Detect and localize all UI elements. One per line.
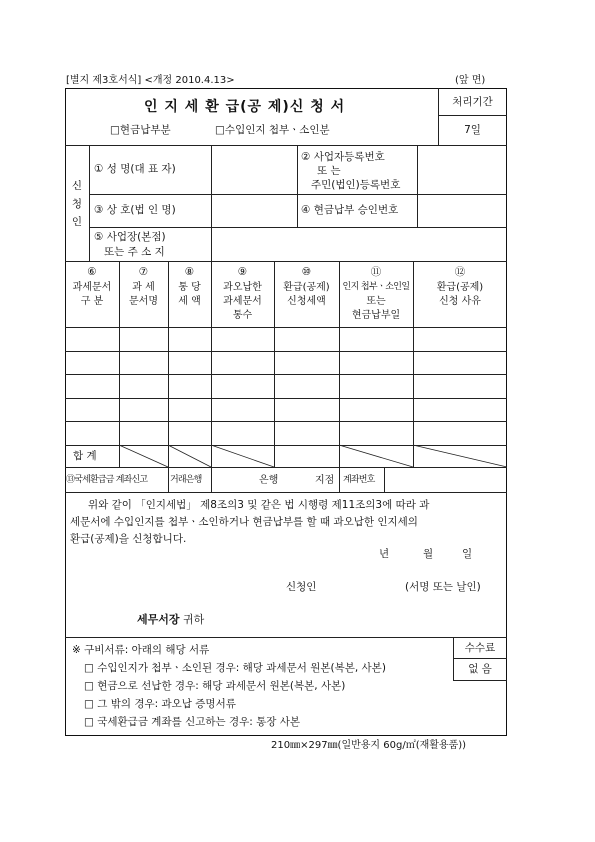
required-doc-item[interactable]: □ 현금으로 선납한 경우: 해당 과세문서 원본(복본, 사본) <box>84 680 346 692</box>
date-month-label: 월 <box>423 548 434 560</box>
required-doc-item[interactable]: □ 국세환급금 계좌를 신고하는 경우: 통장 사본 <box>84 716 301 728</box>
address-label: ⑤ 사업장(본점) <box>94 231 166 243</box>
business-number-label-or: 또 는 <box>317 165 341 177</box>
col-date-label-3: 현금납부일 <box>351 310 401 321</box>
addressee <box>137 613 204 626</box>
page-side-label: (앞 면) <box>455 75 486 86</box>
bank-field[interactable] <box>212 468 256 491</box>
statement-line-2: 세문서에 수입인지를 첩부ㆍ소인하거나 현금납부를 할 때 과오납한 인지세의 <box>70 516 418 528</box>
col-overpaid-count-label: 과오납한 <box>223 282 262 293</box>
resident-number-label: 주민(법인)등록번호 <box>311 179 401 191</box>
processing-period-value: 7일 <box>464 124 481 136</box>
col-date-label-2: 또는 <box>366 296 386 307</box>
bank-account-label: ⑬국세환급금 계좌신고 <box>66 475 148 485</box>
option-cash[interactable]: □현금납부분 <box>110 124 171 136</box>
col-refund-amount-num: ⑩ <box>301 266 312 278</box>
applicant-side-label-2: 청 <box>71 198 83 210</box>
col-doc-type-num: ⑥ <box>87 266 97 278</box>
col-doc-name-label: 과 세 <box>132 282 155 293</box>
col-overpaid-count-label-2: 과세문서 <box>223 296 262 307</box>
account-number-field[interactable] <box>385 468 506 491</box>
fee-label: 수수료 <box>464 642 496 654</box>
name-label: ① 성 명(대 표 자) <box>94 163 176 175</box>
addressee-suffix: 귀하 <box>179 613 205 626</box>
applicant-signature-label: 신청인 <box>286 581 317 593</box>
col-date-label: 인지 첩부ㆍ소인일 <box>342 282 410 292</box>
col-doc-type-label: 과세문서 <box>72 282 112 293</box>
fee-value: 없 음 <box>468 663 492 675</box>
col-reason-num: ⑫ <box>454 266 466 278</box>
date-year-label: 년 <box>379 548 390 560</box>
account-number-label: 계좌번호 <box>343 475 375 485</box>
bank-name-label: 거래은행 <box>170 475 202 485</box>
col-tax-per-doc-label: 통 당 <box>178 282 201 293</box>
required-doc-item[interactable]: □ 수입인지가 첩부ㆍ소인된 경우: 해당 과세문서 원본(복본, 사본) <box>84 662 386 674</box>
col-date-num: ⑪ <box>370 266 382 278</box>
date-day-label: 일 <box>462 548 473 560</box>
form-number: [별지 제3호서식] <개정 2010.4.13> <box>66 75 235 86</box>
signature-note: (서명 또는 날인) <box>405 581 481 593</box>
col-overpaid-count-num: ⑨ <box>237 266 248 278</box>
applicant-side-label-3: 인 <box>71 216 83 228</box>
col-doc-type-label-2: 구 분 <box>80 296 104 307</box>
processing-period-label: 처리기간 <box>452 96 493 108</box>
bank-label: 은행 <box>259 475 279 486</box>
business-number-label: ② 사업자등록번호 <box>301 151 385 163</box>
option-stamp[interactable]: □수입인지 첩부ㆍ소인분 <box>215 124 330 136</box>
col-tax-per-doc-label-2: 세 액 <box>178 296 201 307</box>
total-label: 합 계 <box>73 450 97 462</box>
approval-number-label: ④ 현금납부 승인번호 <box>301 204 399 216</box>
required-docs-title: ※ 구비서류: 아래의 해당 서류 <box>72 644 210 656</box>
form-title: 인 지 세 환 급(공 제)신 청 서 <box>144 99 346 115</box>
col-refund-amount-label-2: 신청세액 <box>287 296 326 307</box>
col-reason-label-2: 신청 사유 <box>439 296 481 307</box>
branch-label: 지점 <box>315 475 335 486</box>
col-reason-label: 환급(공제) <box>436 282 484 293</box>
col-overpaid-count-label-3: 통수 <box>232 310 253 321</box>
paper-spec-footer: 210㎜×297㎜(일반용지 60g/㎡(재활용품)) <box>271 740 467 751</box>
address-label-or: 또는 주 소 지 <box>104 246 165 258</box>
required-doc-item[interactable]: □ 그 밖의 경우: 과오납 증명서류 <box>84 698 236 710</box>
col-tax-per-doc-num: ⑧ <box>184 266 195 278</box>
company-name-label: ③ 상 호(법 인 명) <box>94 204 176 216</box>
col-refund-amount-label: 환급(공제) <box>283 282 330 293</box>
addressee-bold: 세무서장 <box>137 613 180 626</box>
statement-line-1: 위와 같이 「인지세법」 제8조의3 및 같은 법 시행령 제11조의3에 따라 과 <box>88 499 430 511</box>
applicant-side-label-1: 신 <box>71 180 83 192</box>
col-doc-name-num: ⑦ <box>138 266 149 278</box>
col-doc-name-label-2: 문서명 <box>129 296 158 307</box>
statement-line-3: 환급(공제)을 신청합니다. <box>70 533 187 545</box>
